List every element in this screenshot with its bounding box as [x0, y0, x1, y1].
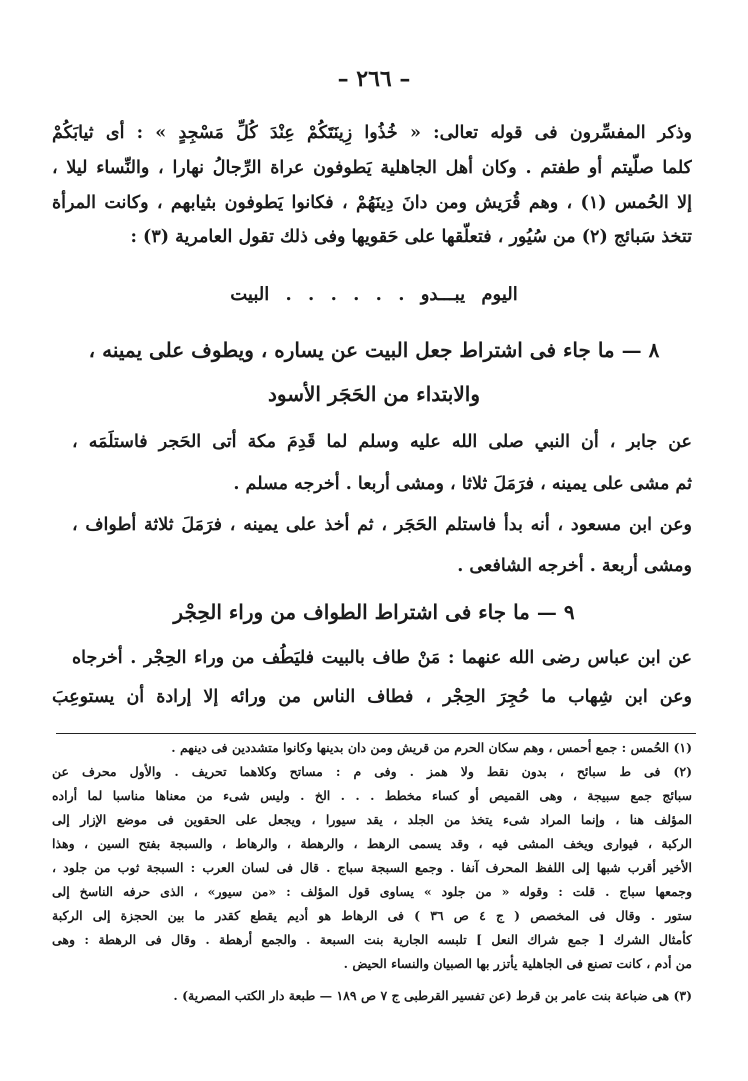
section-8-title-line-1: ٨ — ما جاء فى اشتراط جعل البيت عن يساره ، ويطوف على يمينه ،: [88, 338, 660, 362]
footnote-2-line-4: الركبة ، فيوارى ويخف المشى فيه ، وقد يسمى الرهط ، والرهطة ، والرهاط ، والسبجة بفتح السين ، وهذا: [52, 836, 692, 851]
footnote-2-line-7: ستور . وقال فى المخصص ( ج ٤ ص ٣٦ ) فى الرهاط هو أديم يقطع كقدر ما بين الحجزة إلى الركبة: [52, 908, 692, 923]
body-line-2: كلما صلّيتم أو طفتم . وكان أهل الجاهلية يَطوفون عراة الرِّجالُ نهارا ، والنِّساء ليلا ،: [52, 158, 692, 178]
section-9-line-1: عن ابن عباس رضى الله عنهما : مَنْ طاف بالبيت فليَطُف من وراء الحِجْر . أخرجاه: [72, 648, 692, 668]
poem-verse: اليوم يبـــدو . . . . . . البيت: [230, 284, 518, 305]
footnote-2-line-2: سبائج جمع سبيجة ، وهى القميص أو كساء مخطط . . . الخ . وليس شىء من معناها مناسبا لما أراده: [52, 788, 692, 803]
footnote-2-line-5: الأخير أقرب شبها إلى اللفظ المحرف آنفا . وجمع السبجة سباج . قال فى لسان العرب : السبجة ثوب من جلود ،: [52, 860, 692, 875]
section-9-line-2: وعن ابن شِهاب ما حُجِرَ الحِجْر ، فطاف الناس من ورائه إلا إرادة أن يستوعِبَ: [52, 687, 692, 707]
body-line-3: إلا الحُمس (١) ، وهم قُرَيش ومن دانَ دِينَهُمْ ، فكانوا يَطوفون بثيابهم ، وكانت المرأة: [52, 193, 692, 213]
section-8-line-3: وعن ابن مسعود ، أنه بدأ فاستلم الحَجَر ، ثم أخذ على يمينه ، فرَمَلَ ثلاثة أطواف ،: [72, 515, 692, 535]
footnote-1: (١) الحُمس : جمع أحمس ، وهم سكان الحرم من قريش ومن دان بدينها وكانوا متشددين فى دينهم .: [171, 740, 692, 755]
section-8-line-4: ومشى أربعة . أخرجه الشافعى .: [457, 556, 692, 576]
footnote-2-line-9: من أدم ، كانت تصنع فى الجاهلية يأتزر بها الصبيان والنساء الحيض .: [343, 956, 692, 971]
section-9-title: ٩ — ما جاء فى اشتراط الطواف من وراء الحِجْر: [173, 600, 575, 624]
footnote-3: (٣) هى ضباعة بنت عامر بن قرط (عن تفسير القرطبى ج ٧ ص ١٨٩ — طبعة دار الكتب المصرية) .: [173, 988, 692, 1003]
page-number: – ٢٦٦ –: [337, 66, 411, 92]
body-line-1: وذكر المفسِّرون فى قوله تعالى: « خُذُوا زِينَتَكُمْ عِنْدَ كُلِّ مَسْجِدٍ » : أى ثيابَكُمْ: [52, 123, 692, 143]
footnote-2-line-8: كأمثال الشرك [ جمع شراك النعل ] تلبسه الجارية بنت السبعة . والجمع أرهطة . وقال فى الرهطة : وهى: [52, 932, 692, 947]
body-line-4: تتخذ سَبائج (٢) من سُيُور ، فتعلّقها على حَقويها وفى ذلك تقول العامرية (٣) :: [130, 227, 692, 247]
footnote-2-line-3: المؤلف هنا ، وإنما المراد شىء يتخذ من الجلد ، يقد سيورا ، ويجعل على الحقوين فى موضع الإزار إلى: [52, 812, 692, 827]
section-8-line-1: عن جابر ، أن النبي صلى الله عليه وسلم لما قَدِمَ مكة أتى الحَجر فاستلَمَه ،: [72, 432, 692, 452]
section-8-title-line-2: والابتداء من الحَجَر الأسود: [268, 382, 480, 406]
footnote-2-line-6: وجمعها سباج . قلت : وقوله « من جلود » يساوى قول المؤلف : «من سيور» ، الذى حرفه الناسخ إلى: [52, 884, 692, 899]
footnote-divider: [56, 733, 696, 734]
section-8-line-2: ثم مشى على يمينه ، فرَمَلَ ثلاثا ، ومشى أربعا . أخرجه مسلم .: [233, 474, 692, 494]
footnote-2-line-1: (٢) فى ط سبائح ، بدون نقط ولا همز . وفى م : مساتح وكلاهما تحريف . والأول محرف عن: [52, 764, 692, 779]
